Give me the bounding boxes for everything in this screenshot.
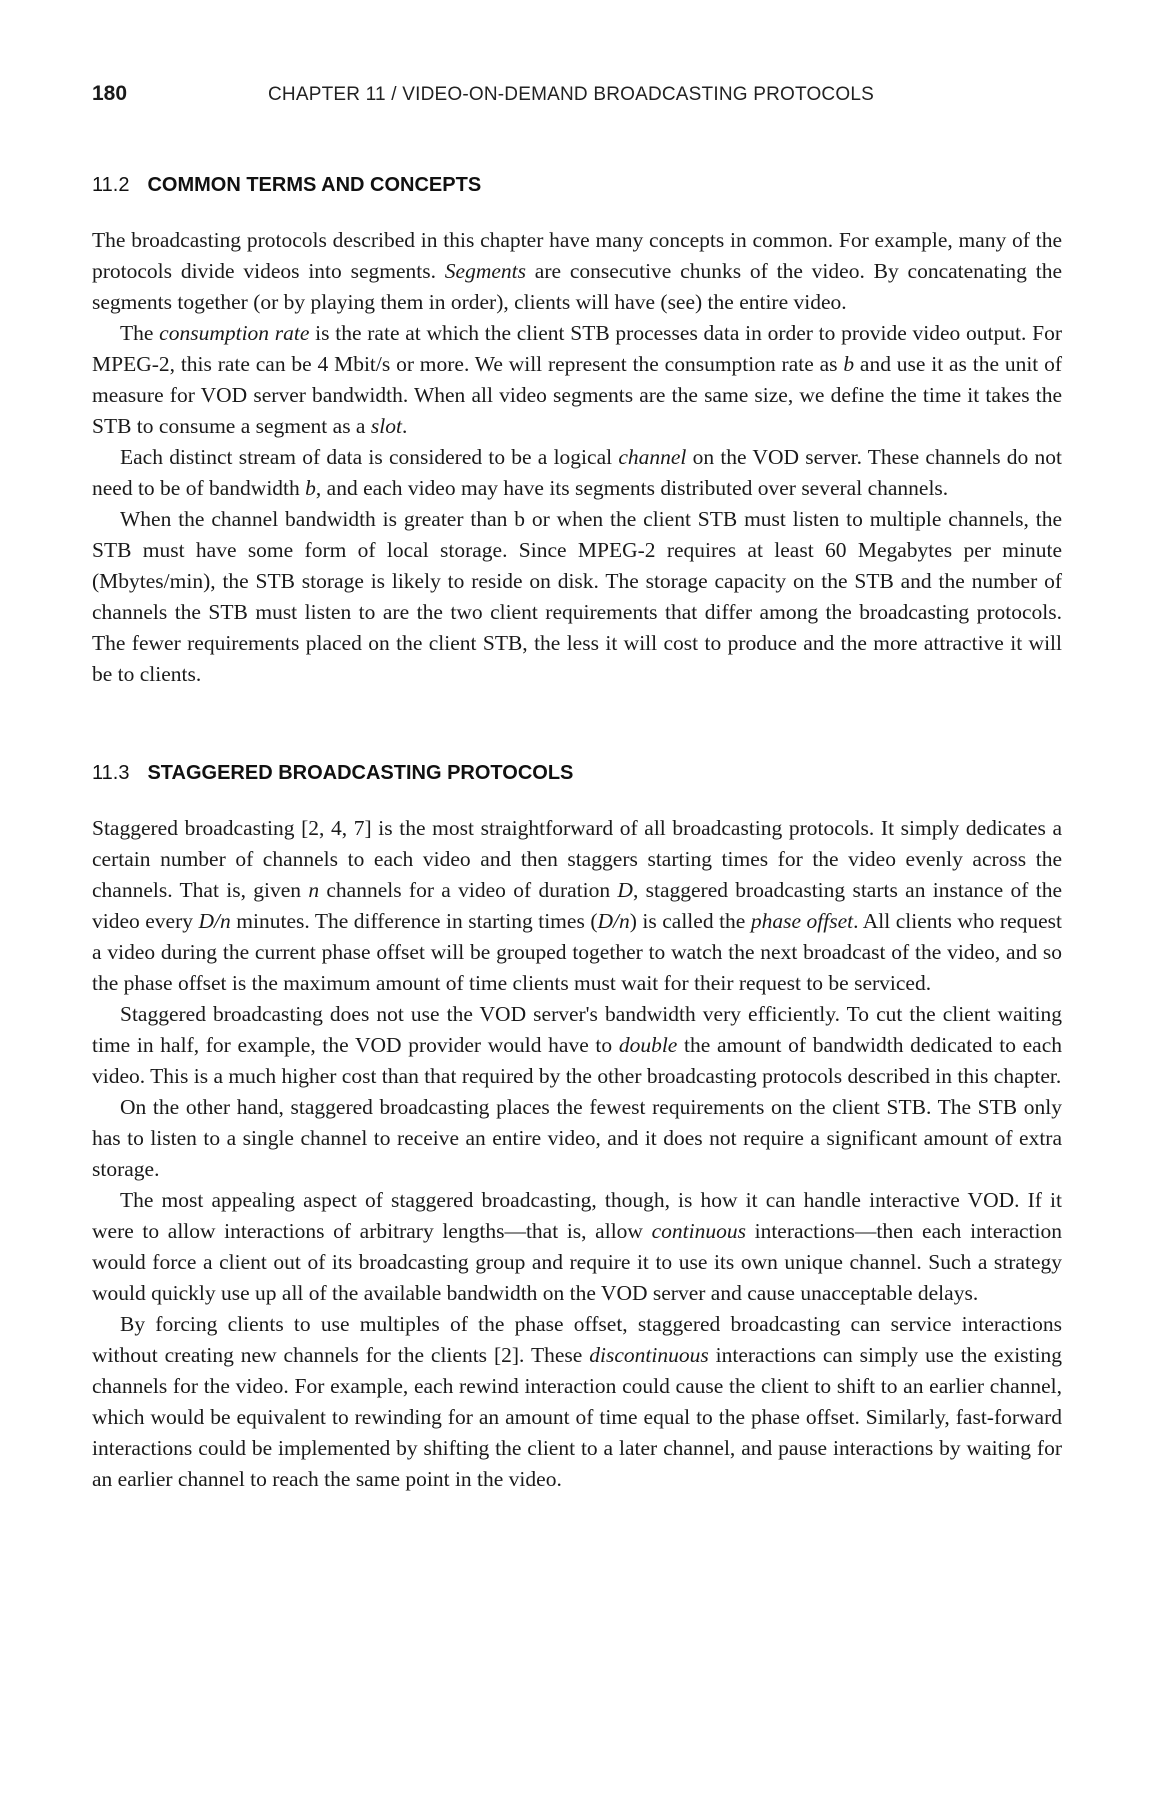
- paragraph: The consumption rate is the rate at which the client STB processes data in order to provide video output. For MPEG-2, this rate can be 4 Mbit/s or more. We will represent the consumption rate as b and use it as the unit of measure for VOD server bandwidth. When all video segments are the same size, we define the time it takes the STB to consume a segment as a slot.: [92, 321, 1062, 438]
- section-heading-11-2: [92, 174, 1062, 197]
- section-body-11-3: [92, 813, 1062, 1495]
- running-head: [92, 82, 1062, 110]
- section-heading-11-3: [92, 762, 1062, 785]
- section-title: COMMON TERMS AND CONCEPTS: [147, 174, 482, 196]
- paragraph: When the channel bandwidth is greater than b or when the client STB must listen to multiple channels, the STB must have some form of local storage. Since MPEG-2 requires at least 60 Megabytes per minute (Mbytes/min), the STB storage is likely to reside on disk. The storage capacity on the STB and the number of channels the STB must listen to are the two client requirements that differ among the broadcasting protocols. The fewer requirements placed on the client STB, the less it will cost to produce and the more attractive it will be to clients.: [92, 507, 1062, 686]
- paragraph: The most appealing aspect of staggered broadcasting, though, is how it can handle interactive VOD. If it were to allow interactions of arbitrary lengths—that is, allow continuous interactions—then each interaction would force a client out of its broadcasting group and require it to use its own unique channel. Such a strategy would quickly use up all of the available bandwidth on the VOD server and cause unacceptable delays.: [92, 1188, 1063, 1305]
- section-body-11-2: [92, 225, 1062, 690]
- paragraph: Staggered broadcasting [2, 4, 7] is the most straightforward of all broadcasting protocols. It simply dedicates a certain number of channels to each video and then staggers starting times for the video evenly across the channels. That is, given n channels for a video of duration D, staggered broadcasting starts an instance of the video every D/n minutes. The difference in starting times (D/n) is called the phase offset. All clients who request a video during the current phase offset will be grouped together to watch the next broadcast of the video, and so the phase offset is the maximum amount of time clients must wait for their request to be serviced.: [92, 816, 1063, 995]
- page-number: 180: [92, 82, 128, 105]
- section-title: STAGGERED BROADCASTING PROTOCOLS: [147, 762, 574, 784]
- paragraph: The broadcasting protocols described in this chapter have many concepts in common. For example, many of the protocols divide videos into segments. Segments are consecutive chunks of the video. By concatenating the segments together (or by playing them in order), clients will have (see) the entire video.: [92, 228, 1062, 314]
- section-number: 11.2: [92, 174, 130, 196]
- paragraph: On the other hand, staggered broadcasting places the fewest requirements on the client STB. The STB only has to listen to a single channel to receive an entire video, and it does not require a significant amount of extra storage.: [92, 1095, 1062, 1181]
- paragraph: Staggered broadcasting does not use the VOD server's bandwidth very efficiently. To cut the client waiting time in half, for example, the VOD provider would have to double the amount of bandwidth dedicated to each video. This is a much higher cost than that required by the other broadcasting protocols described in this chapter.: [92, 1002, 1063, 1088]
- section-number: 11.3: [92, 762, 130, 784]
- chapter-running-title: CHAPTER 11 / VIDEO-ON-DEMAND BROADCASTING PROTOCOLS: [268, 84, 874, 105]
- paragraph: Each distinct stream of data is considered to be a logical channel on the VOD server. These channels do not need to be of bandwidth b, and each video may have its segments distributed over several channels.: [92, 445, 1062, 500]
- paragraph: By forcing clients to use multiples of the phase offset, staggered broadcasting can service interactions without creating new channels for the clients [2]. These discontinuous interactions can simply use the existing channels for the video. For example, each rewind interaction could cause the client to shift to an earlier channel, which would be equivalent to rewinding for an amount of time equal to the phase offset. Similarly, fast-forward interactions could be implemented by shifting the client to a later channel, and pause interactions by waiting for an earlier channel to reach the same point in the video.: [92, 1312, 1062, 1491]
